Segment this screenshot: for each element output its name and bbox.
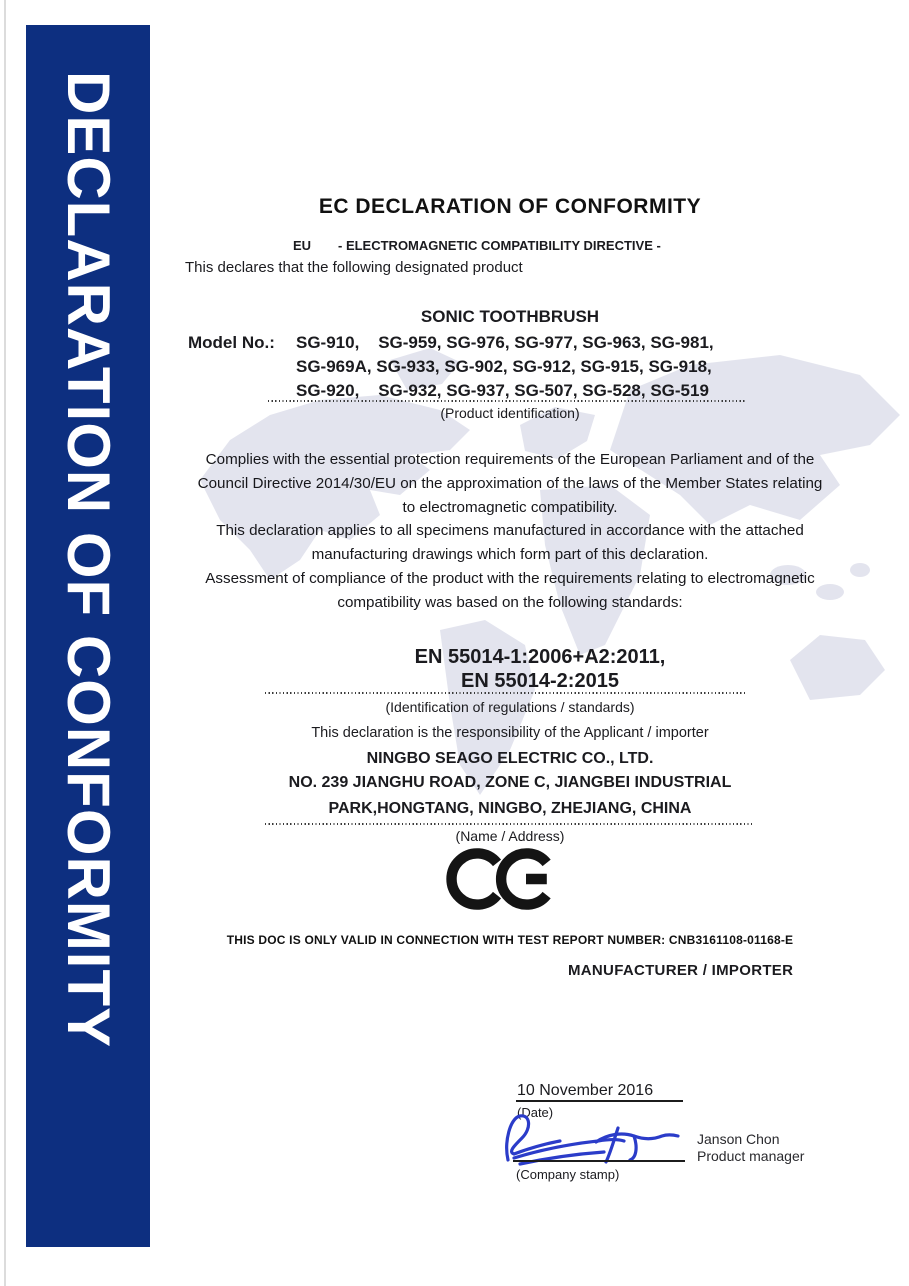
body-line: Council Directive 2014/30/EU on the approximation of the laws of the Member States relating — [197, 474, 823, 492]
validity-statement: THIS DOC IS ONLY VALID IN CONNECTION WITH TEST REPORT NUMBER: CNB3161108-01168-E — [226, 933, 794, 947]
responsibility-line: This declaration is the responsibility of the Applicant / importer — [311, 725, 709, 741]
date-underline — [516, 1100, 683, 1102]
body-line: Complies with the essential protection requirements of the European Parliament and of the — [205, 451, 815, 468]
signature-scribble — [500, 1108, 690, 1168]
product-name: SONIC TOOTHBRUSH — [420, 307, 600, 326]
body-line: Assessment of compliance of the product with the requirements relating to electromagnetic — [205, 569, 815, 587]
dotted-rule-address — [265, 823, 754, 825]
model-number-block — [188, 331, 714, 403]
body-line: compatibility was based on the following standards: — [337, 593, 683, 611]
dotted-rule-standards — [265, 692, 747, 694]
model-line: SG-920, SG-932, SG-937, SG-507, SG-528, SG-519 — [296, 381, 709, 400]
ce-mark-logo — [446, 841, 558, 917]
standards-identification-caption: (Identification of regulations / standards) — [385, 699, 635, 715]
company-stamp-caption: (Company stamp) — [516, 1167, 620, 1182]
standards-block — [190, 645, 890, 693]
date-caption: (Date) — [517, 1105, 554, 1120]
subtitle-directive-label: - ELECTROMAGNETIC COMPATIBILITY DIRECTIVE - — [338, 238, 661, 253]
model-line: SG-910, SG-959, SG-976, SG-977, SG-963, SG-981, — [296, 333, 714, 352]
signer-name: Janson Chon — [697, 1131, 780, 1147]
sidebar-banner — [26, 25, 150, 1247]
body-line: This declaration applies to all specimens manufactured in accordance with the attached — [216, 522, 804, 540]
manufacturer-importer-label: MANUFACTURER / IMPORTER — [568, 962, 794, 979]
standard-line: EN 55014-1:2006+A2:2011, — [414, 646, 666, 668]
signature-date: 10 November 2016 — [517, 1082, 654, 1099]
company-name: NINGBO SEAGO ELECTRIC CO., LTD. — [366, 750, 654, 767]
declaration-body — [160, 448, 860, 615]
model-line: SG-969A, SG-933, SG-902, SG-912, SG-915, SG-918, — [296, 357, 712, 376]
dotted-rule-product — [268, 400, 747, 402]
standard-line: EN 55014-2:2015 — [461, 670, 619, 692]
company-address-line2: PARK,HONGTANG, NINGBO, ZHEJIANG, CHINA — [328, 800, 692, 817]
body-line: to electromagnetic compatibility. — [402, 498, 618, 516]
model-number-label: Model No.: — [188, 333, 275, 352]
subtitle-eu-label: EU — [293, 238, 312, 253]
product-identification-caption: (Product identification) — [440, 405, 580, 421]
declaration-intro-line: This declares that the following designated product — [185, 259, 523, 276]
document-title: EC DECLARATION OF CONFORMITY — [318, 195, 702, 218]
sidebar-vertical-title: DECLARATION OF CONFORMITY — [55, 71, 122, 1049]
model-number-list — [296, 331, 714, 403]
signer-block — [697, 1131, 804, 1165]
company-address-line1: NO. 239 JIANGHU ROAD, ZONE C, JIANGBEI INDUSTRIAL — [288, 774, 732, 791]
signer-title: Product manager — [697, 1148, 805, 1164]
name-address-caption: (Name / Address) — [455, 828, 565, 844]
stamp-underline — [513, 1160, 685, 1162]
body-line: manufacturing drawings which form part of this declaration. — [311, 546, 709, 564]
page-edge-line — [4, 0, 6, 1286]
